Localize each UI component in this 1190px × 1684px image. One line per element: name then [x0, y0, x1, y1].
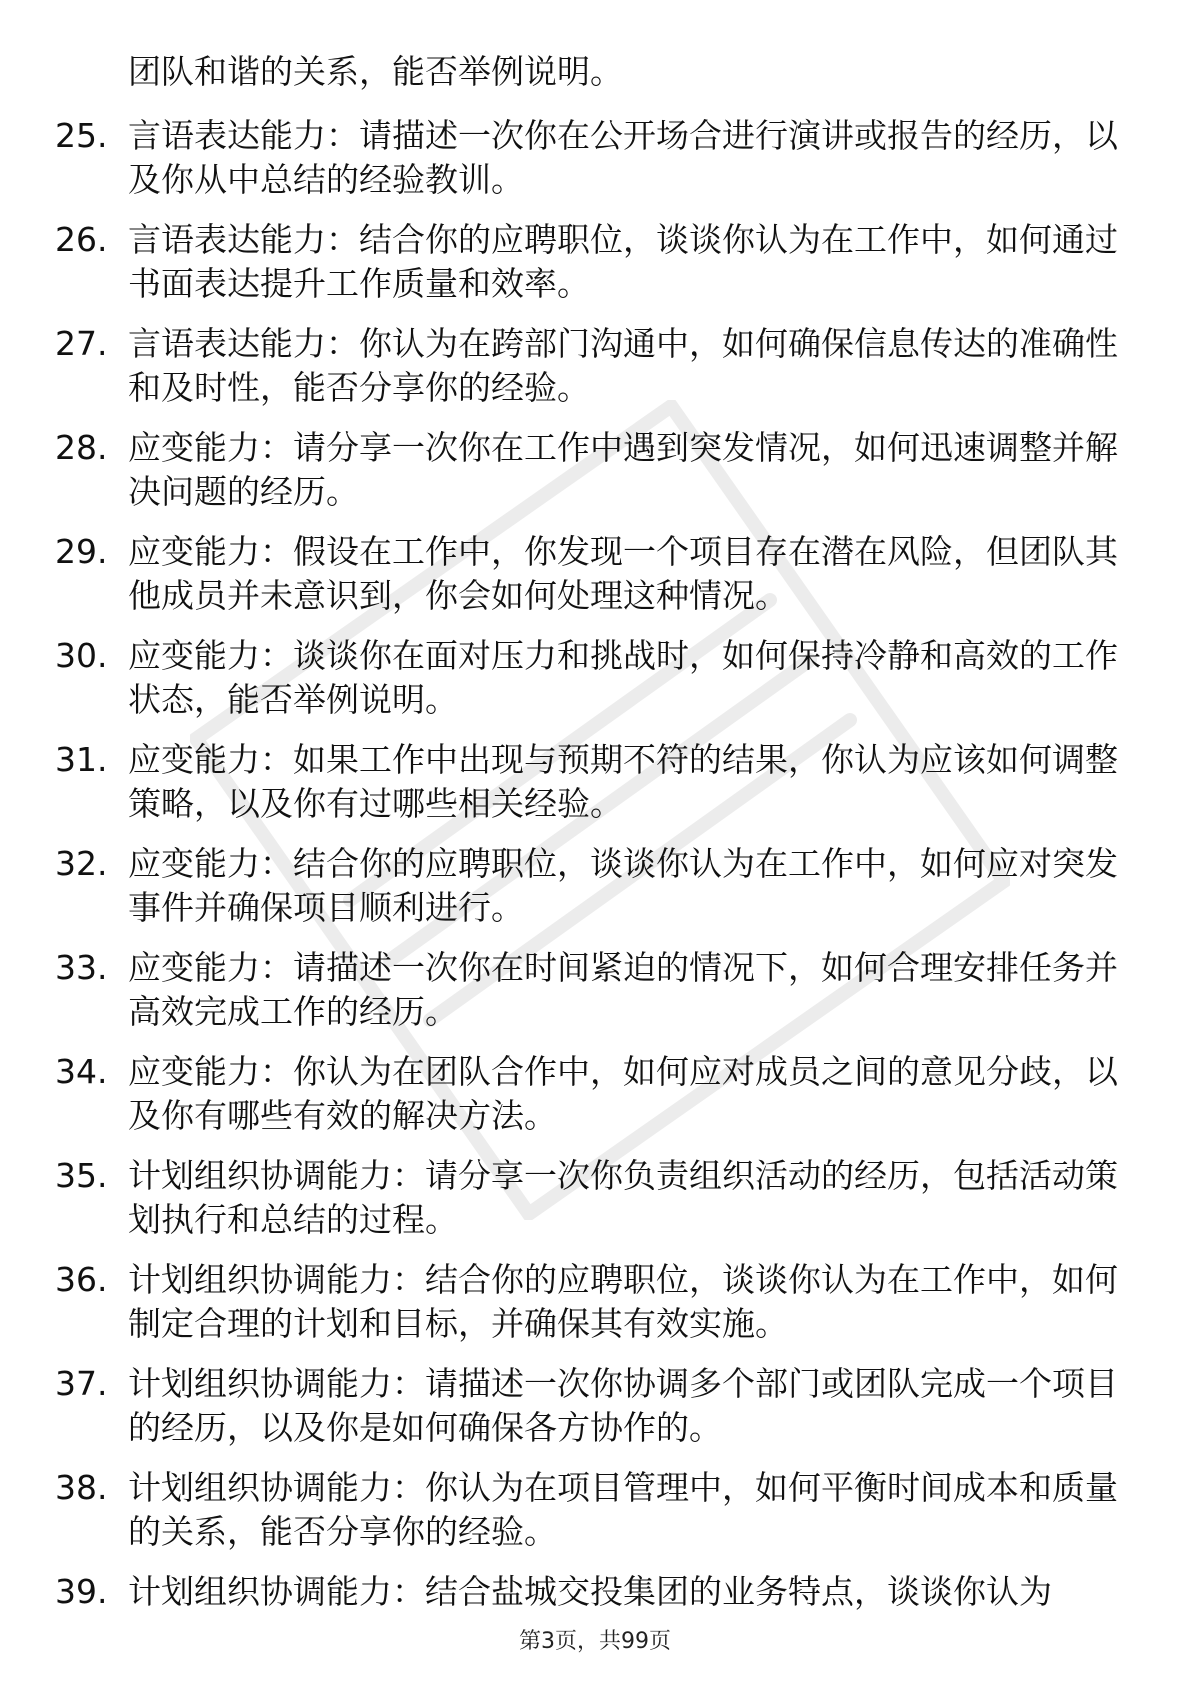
question-number: 35. [55, 1156, 108, 1195]
question-number: 36. [55, 1260, 108, 1299]
question-number: 32. [55, 844, 108, 883]
question-text: 应变能力：请描述一次你在时间紧迫的情况下，如何合理安排任务并高效完成工作的经历。 [128, 948, 1118, 1031]
question-text: 应变能力：结合你的应聘职位，谈谈你认为在工作中，如何应对突发事件并确保项目顺利进行。 [128, 844, 1118, 927]
question-number: 37. [55, 1364, 108, 1403]
question-item [0, 946, 1190, 1034]
question-number: 31. [55, 740, 108, 779]
question-number: 27. [55, 324, 108, 363]
question-item [0, 530, 1190, 618]
page-footer: 第3页，共99页 [519, 1629, 671, 1654]
question-item [0, 426, 1190, 514]
question-item [0, 1154, 1190, 1242]
question-text: 计划组织协调能力：你认为在项目管理中，如何平衡时间成本和质量的关系，能否分享你的经验。 [128, 1468, 1118, 1551]
continuation-text: 团队和谐的关系，能否举例说明。 [128, 52, 623, 91]
question-text: 言语表达能力：你认为在跨部门沟通中，如何确保信息传达的准确性和及时性，能否分享你的经验。 [128, 324, 1118, 407]
question-item [0, 218, 1190, 306]
question-item [0, 1050, 1190, 1138]
question-text: 言语表达能力：结合你的应聘职位，谈谈你认为在工作中，如何通过书面表达提升工作质量和效率。 [128, 220, 1118, 303]
question-number: 28. [55, 428, 108, 467]
question-number: 25. [55, 116, 108, 155]
question-item [0, 114, 1190, 202]
question-item [0, 634, 1190, 722]
question-item [0, 842, 1190, 930]
question-number: 26. [55, 220, 108, 259]
question-number: 29. [55, 532, 108, 571]
question-item [0, 738, 1190, 826]
question-number: 38. [55, 1468, 108, 1507]
question-number: 34. [55, 1052, 108, 1091]
question-text: 应变能力：假设在工作中，你发现一个项目存在潜在风险，但团队其他成员并未意识到，你会如何处理这种情况。 [128, 532, 1118, 615]
question-text: 计划组织协调能力：结合你的应聘职位，谈谈你认为在工作中，如何制定合理的计划和目标，并确保其有效实施。 [128, 1260, 1118, 1343]
question-item [0, 1258, 1190, 1346]
question-text: 言语表达能力：请描述一次你在公开场合进行演讲或报告的经历，以及你从中总结的经验教训。 [128, 116, 1118, 199]
question-text: 应变能力：请分享一次你在工作中遇到突发情况，如何迅速调整并解决问题的经历。 [128, 428, 1118, 511]
question-number: 30. [55, 636, 108, 675]
question-text: 应变能力：你认为在团队合作中，如何应对成员之间的意见分歧，以及你有哪些有效的解决方法。 [128, 1052, 1118, 1135]
question-number: 39. [55, 1572, 108, 1611]
question-item [0, 322, 1190, 410]
question-text: 计划组织协调能力：请分享一次你负责组织活动的经历，包括活动策划执行和总结的过程。 [128, 1156, 1118, 1239]
question-text: 计划组织协调能力：请描述一次你协调多个部门或团队完成一个项目的经历，以及你是如何确保各方协作的。 [128, 1364, 1118, 1447]
question-text: 应变能力：谈谈你在面对压力和挑战时，如何保持冷静和高效的工作状态，能否举例说明。 [128, 636, 1118, 719]
question-text: 应变能力：如果工作中出现与预期不符的结果，你认为应该如何调整策略，以及你有过哪些相关经验。 [128, 740, 1118, 823]
question-list [0, 114, 1190, 1674]
question-text: 计划组织协调能力：结合盐城交投集团的业务特点，谈谈你认为 [128, 1572, 1052, 1611]
question-item [0, 1466, 1190, 1554]
question-item [0, 1362, 1190, 1450]
question-number: 33. [55, 948, 108, 987]
